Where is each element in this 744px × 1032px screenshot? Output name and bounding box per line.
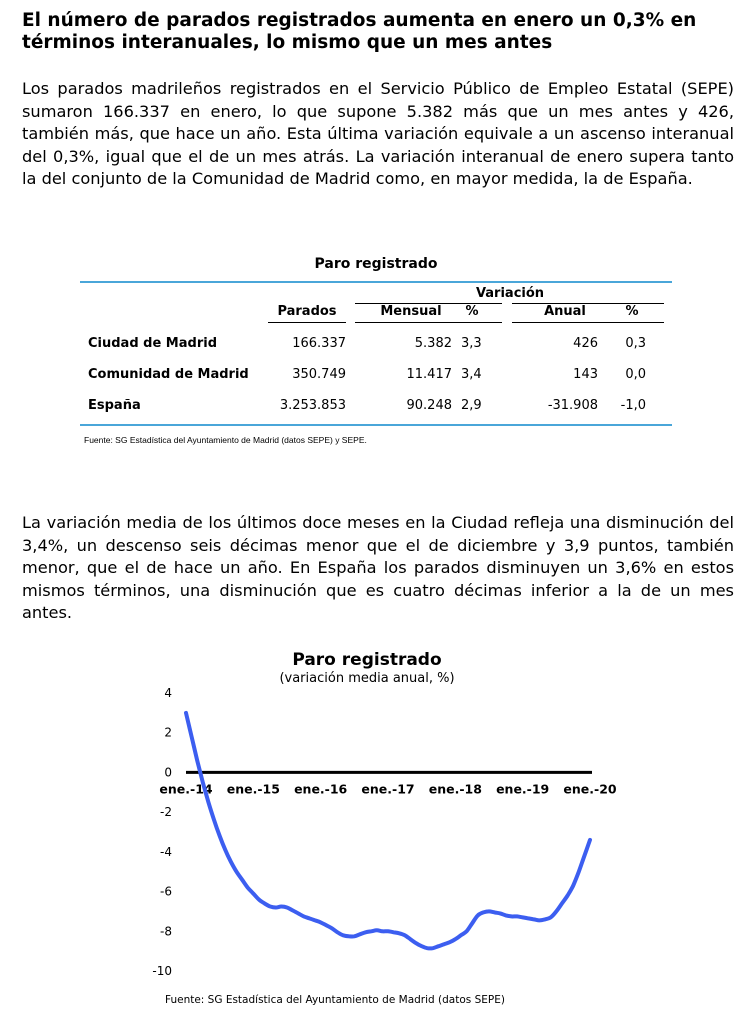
cell-parados: 3.253.853 bbox=[279, 398, 346, 413]
x-tick-label: ene.-14 bbox=[159, 781, 213, 797]
cell-anual-pct: 0,0 bbox=[625, 367, 646, 382]
row-name: Ciudad de Madrid bbox=[88, 336, 217, 351]
x-tick-label: ene.-20 bbox=[563, 781, 617, 797]
y-tick-label: -2 bbox=[160, 805, 172, 820]
col-header-parados: Parados bbox=[277, 304, 337, 319]
cell-mensual: 90.248 bbox=[406, 398, 452, 413]
y-tick-label: -10 bbox=[152, 964, 172, 978]
y-tick-label: 2 bbox=[164, 725, 172, 740]
underline-mensual bbox=[355, 322, 502, 323]
col-header-anual-pct: % bbox=[625, 304, 639, 319]
cell-anual: -31.908 bbox=[547, 398, 598, 413]
cell-parados: 166.337 bbox=[292, 336, 346, 351]
y-axis-ticks bbox=[152, 686, 172, 978]
line-chart bbox=[120, 640, 620, 985]
y-tick-label: 4 bbox=[164, 686, 172, 700]
second-paragraph: La variación media de los últimos doce meses en la Ciudad refleja una disminución del 3,4%, un descenso seis décimas menor que el de diciembre y 3,9 puntos, también menor, que el de hace un año. En España los parados disminuyen un 3,6% en estos mismos términos, una disminución que es cuatro décimas inferior a la de un mes antes. bbox=[22, 513, 734, 622]
table-group-header: Variación bbox=[475, 286, 545, 301]
cell-mensual-pct: 2,9 bbox=[461, 398, 482, 413]
series-line bbox=[186, 713, 590, 949]
cell-mensual-pct: 3,4 bbox=[461, 367, 482, 382]
table-bottom-rule bbox=[80, 424, 672, 426]
chart-title: Paro registrado bbox=[292, 650, 442, 670]
row-name: España bbox=[88, 398, 141, 413]
y-tick-label: 0 bbox=[164, 765, 172, 780]
table-top-rule bbox=[80, 281, 672, 283]
col-header-mensual: Mensual bbox=[380, 304, 442, 319]
x-tick-label: ene.-17 bbox=[361, 781, 415, 797]
table-source: Fuente: SG Estadística del Ayuntamiento de Madrid (datos SEPE) y SEPE. bbox=[84, 435, 367, 445]
cell-mensual: 11.417 bbox=[406, 367, 452, 382]
cell-anual-pct: -1,0 bbox=[620, 398, 646, 413]
underline-anual bbox=[512, 322, 664, 323]
cell-mensual: 5.382 bbox=[414, 336, 452, 351]
cell-anual: 143 bbox=[573, 367, 598, 382]
headline: El número de parados registrados aumenta en enero un 0,3% en términos interanuales, lo mismo que un mes antes bbox=[22, 10, 697, 53]
row-name: Comunidad de Madrid bbox=[88, 367, 249, 382]
cell-mensual-pct: 3,3 bbox=[461, 336, 482, 351]
x-tick-label: ene.-19 bbox=[496, 781, 550, 797]
cell-parados: 350.749 bbox=[292, 367, 346, 382]
y-tick-label: -4 bbox=[160, 844, 172, 859]
table-title: Paro registrado bbox=[314, 256, 438, 272]
x-tick-label: ene.-16 bbox=[294, 781, 348, 797]
chart-source: Fuente: SG Estadística del Ayuntamiento de Madrid (datos SEPE) bbox=[165, 994, 505, 1006]
x-tick-label: ene.-15 bbox=[226, 781, 280, 797]
chart-subtitle: (variación media anual, %) bbox=[279, 671, 455, 686]
cell-anual-pct: 0,3 bbox=[625, 336, 646, 351]
cell-anual: 426 bbox=[573, 336, 598, 351]
x-axis-ticks bbox=[159, 781, 616, 796]
y-tick-label: -6 bbox=[160, 884, 172, 899]
col-header-anual: Anual bbox=[544, 304, 586, 319]
col-header-mensual-pct: % bbox=[465, 304, 479, 319]
y-tick-label: -8 bbox=[160, 924, 172, 939]
underline-parados bbox=[268, 322, 346, 323]
intro-paragraph: Los parados madrileños registrados en el Servicio Público de Empleo Estatal (SEPE) sumaron 166.337 en enero, lo que supone 5.382 más que un mes antes y 426, también más, que hace un año. Esta última variación equivale a un ascenso interanual del 0,3%, igual que el de un mes atrás. La variación interanual de enero supera tanto la del conjunto de la Comunidad de Madrid como, en mayor medida, la de España. bbox=[22, 79, 734, 188]
x-tick-label: ene.-18 bbox=[428, 781, 482, 797]
